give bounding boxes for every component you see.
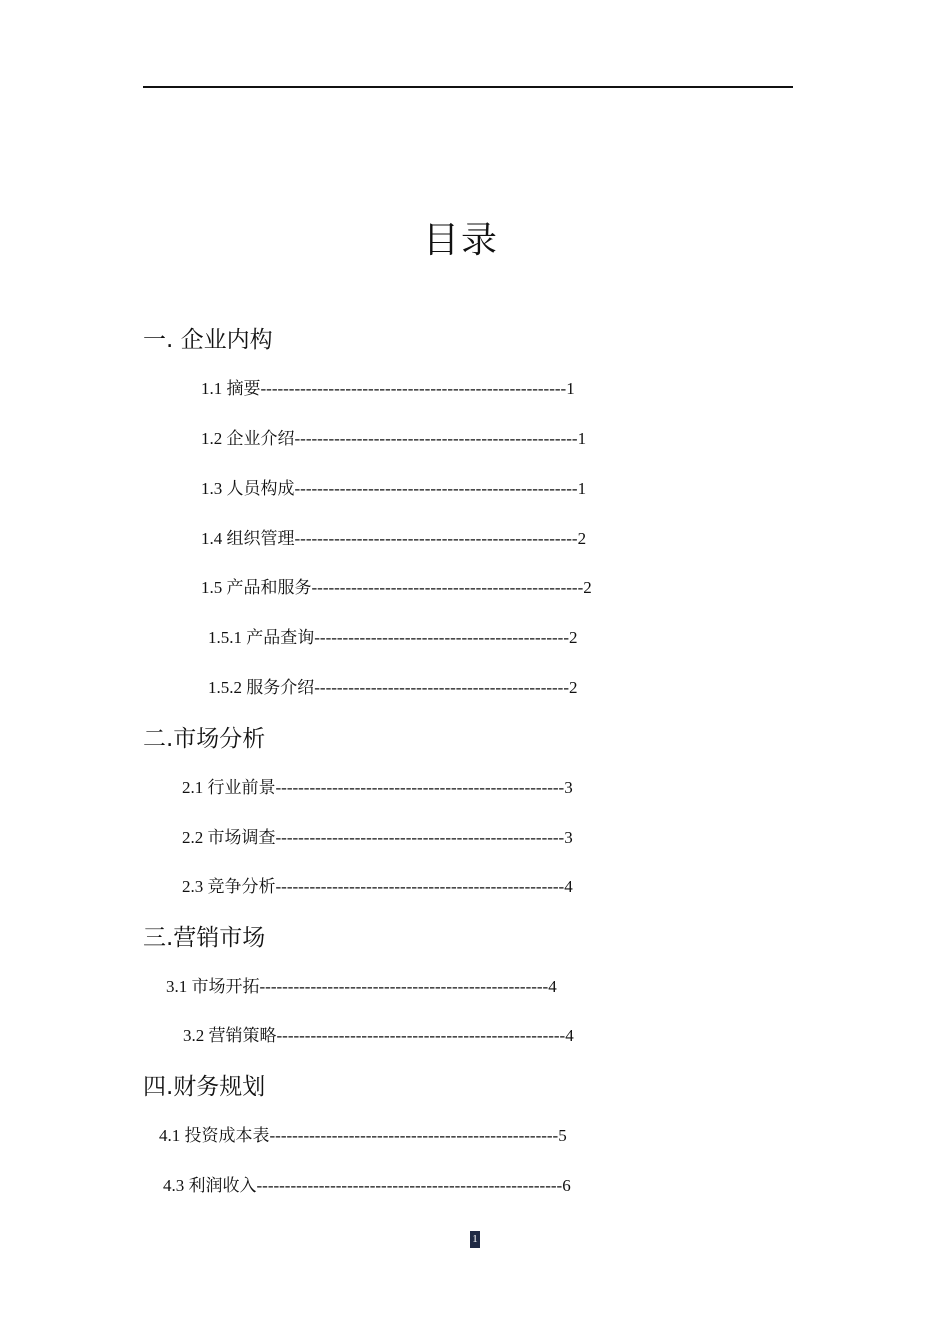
toc-entry-page: 4 — [564, 877, 573, 896]
toc-entry-number: 1.5 — [201, 578, 223, 597]
toc-entry[interactable] — [201, 478, 586, 500]
toc-entry-page: 2 — [583, 578, 592, 597]
toc-entry[interactable] — [182, 827, 573, 849]
toc-entry-leader: -------------------------------------------------- — [294, 529, 578, 548]
toc-entry-page: 1 — [577, 479, 587, 498]
toc-entry-number: 4.1 — [159, 1126, 181, 1145]
toc-entry-title: 服务介绍 — [246, 678, 315, 698]
toc-entry-number: 3.2 — [183, 1026, 205, 1045]
toc-entry-leader: --------------------------------------------- — [314, 678, 570, 697]
toc-entry-title: 行业前景 — [207, 778, 276, 798]
toc-entry-leader: --------------------------------------------------- — [275, 877, 565, 896]
toc-entry-page: 2 — [569, 628, 578, 647]
toc-entry-leader: --------------------------------------------------- — [275, 778, 565, 797]
header-rule — [143, 86, 793, 88]
toc-entry[interactable] — [163, 1175, 571, 1197]
toc-entry[interactable] — [166, 976, 557, 998]
section-heading: 二.市场分析 — [143, 726, 266, 752]
toc-entry-page: 3 — [564, 828, 573, 847]
toc-entry-title: 市场调查 — [207, 828, 276, 848]
toc-entry-leader: --------------------------------------------- — [314, 628, 570, 647]
toc-entry-page: 3 — [564, 778, 573, 797]
toc-entry-leader: -------------------------------------------------- — [294, 429, 578, 448]
toc-entry[interactable] — [159, 1125, 567, 1147]
toc-entry-number: 2.1 — [182, 778, 204, 797]
toc-entry-leader: --------------------------------------------------- — [276, 1026, 566, 1045]
toc-entry-page: 1 — [577, 429, 587, 448]
toc-entry-number: 2.2 — [182, 828, 204, 847]
toc-entry-title: 产品查询 — [246, 628, 315, 648]
toc-entry-number: 1.1 — [201, 379, 223, 398]
toc-entry-title: 组织管理 — [226, 529, 295, 549]
toc-entry-leader: ------------------------------------------------------ — [256, 1176, 563, 1195]
toc-entry[interactable] — [208, 627, 578, 649]
toc-entry-leader: --------------------------------------------------- — [269, 1126, 559, 1145]
toc-entry-number: 1.3 — [201, 479, 223, 498]
section-heading: 一. 企业内构 — [143, 327, 273, 353]
section-heading: 三.营销市场 — [143, 925, 266, 951]
toc-entry[interactable] — [201, 428, 586, 450]
toc-entry[interactable] — [182, 777, 573, 799]
toc-entry-page: 2 — [577, 529, 587, 548]
toc-entry-page: 4 — [565, 1026, 574, 1045]
toc-entry-number: 1.4 — [201, 529, 223, 548]
toc-entry-title: 竞争分析 — [207, 877, 276, 897]
toc-entry-page: 2 — [569, 678, 578, 697]
toc-entry-title: 投资成本表 — [184, 1126, 270, 1146]
toc-entry-title: 利润收入 — [188, 1176, 257, 1196]
toc-entry-title: 产品和服务 — [226, 578, 312, 598]
toc-entry[interactable] — [201, 577, 592, 599]
section-heading: 四.财务规划 — [143, 1074, 266, 1100]
toc-entry-number: 4.3 — [163, 1176, 185, 1195]
toc-entry[interactable] — [208, 677, 578, 699]
toc-entry-page: 1 — [566, 379, 575, 398]
toc-entry-title: 市场开拓 — [191, 977, 260, 997]
toc-entry-number: 3.1 — [166, 977, 188, 996]
toc-entry-leader: ------------------------------------------------ — [311, 578, 584, 597]
toc-entry-page: 4 — [548, 977, 557, 996]
toc-entry-leader: -------------------------------------------------- — [294, 479, 578, 498]
toc-entry-page: 5 — [558, 1126, 567, 1145]
toc-entry[interactable] — [201, 378, 575, 400]
toc-entry[interactable] — [182, 876, 573, 898]
toc-entry-number: 1.5.2 — [208, 678, 242, 697]
toc-entry-number: 2.3 — [182, 877, 204, 896]
toc-entry-leader: --------------------------------------------------- — [259, 977, 549, 996]
toc-entry-page: 6 — [562, 1176, 571, 1195]
toc-entry-leader: --------------------------------------------------- — [275, 828, 565, 847]
toc-entry-title: 人员构成 — [226, 479, 295, 499]
page-number: 1 — [470, 1231, 480, 1248]
toc-entry-leader: ------------------------------------------------------ — [260, 379, 567, 398]
toc-entry-number: 1.5.1 — [208, 628, 242, 647]
toc-entry[interactable] — [201, 528, 586, 550]
page-title: 目录 — [422, 220, 499, 261]
toc-entry-number: 1.2 — [201, 429, 223, 448]
toc-entry-title: 营销策略 — [208, 1026, 277, 1046]
toc-entry-title: 企业介绍 — [226, 429, 295, 449]
toc-entry-title: 摘要 — [226, 379, 261, 399]
toc-entry[interactable] — [183, 1025, 574, 1047]
